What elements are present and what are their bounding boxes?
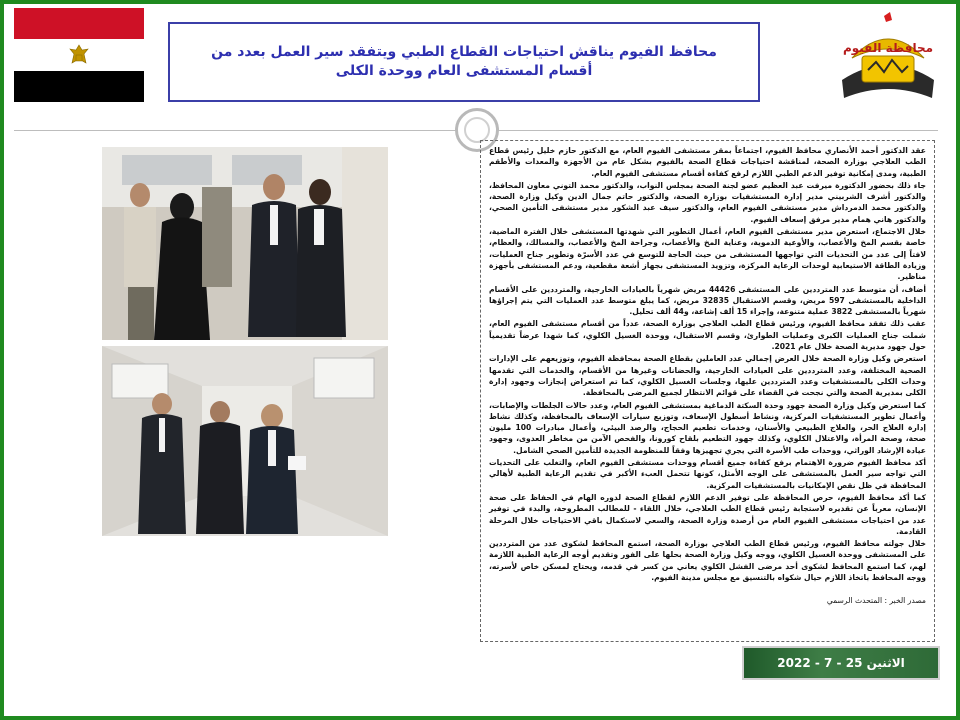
article-body <box>480 140 935 642</box>
article-paragraph: كما أكد محافظ الفيوم، حرص المحافظة على توفير الدعم اللازم لقطاع الصحة لدوره الهام في الحفاظ على صحة الإنسان، معرباً عن تقديره لاستجابة رئيس قطاع الطب العلاجي، خلال اللقاء - للمطالب المطروحة، والبدء في توفير عدد من احتياجات مستشفى الفيوم العام من أرصدة وزارة الصحة، والسعي لاستكمال باقي الاحتياجات خلال المرحلة القادمة. <box>489 492 926 536</box>
article-paragraph: استعرض وكيل وزارة الصحة خلال العرض إجمالي عدد العاملين بقطاع الصحة بمحافظة الفيوم، وتوزيعهم على الإدارات الصحية المختلفة، وعدد المترددين على العيادات الخارجية، والحضانات وغيرها من الأقسام، والخدمات التي تقدمها وحدات الكلى بالمستشفيات وعدد المترددين عليها، وجلسات الغسيل الكلوي، كما تم استعراض إنجازات وجهود إدارة الكلى بمديرية الصحة والتي نجحت في القضاء على قوائم الانتظار لجميع المرضى بالمحافظة. <box>489 354 926 398</box>
meeting-hallway-photo-2 <box>102 346 388 536</box>
divider-left <box>14 130 456 131</box>
egypt-flag <box>14 8 144 102</box>
meeting-hallway-photo-1 <box>102 147 388 340</box>
article-source: مصدر الخبر : المتحدث الرسمي <box>826 596 926 606</box>
svg-text:محافظة الفيوم: محافظة الفيوم <box>842 41 934 55</box>
article-paragraph: خلال جولته محافظ الفيوم، ورئيس قطاع الطب العلاجي بوزارة الصحة، استمع المحافظ لشكوى عدد من المترددين على المستشفى ووحدة الغسيل الكلوي، ووجه وكيل وزارة الصحة بحلها على الفور وتقديم أوجه الرعاية الطبية اللازمة لهم، كما استمع المحافظ لشكوى أحد مرضى الفشل الكلوي يعاني من كسر في قدمه، ويحتاج لمسكن خاص لأسرته، ووجه المحافظ باتخاذ اللازم حيال شكواه بالتنسيق مع مجلس مدينة الفيوم. <box>489 539 926 582</box>
article-paragraph: جاء ذلك بحضور الدكتورة ميرفت عبد العظيم عضو لجنة الصحة بمجلس النواب، والدكتور محمد التوني معاون المحافظ، والدكتور أشرف الشربيني مدير إدارة المستشفيات بوزارة الصحة، والدكتور حاتم جمال الدين وكيل وزارة الصحة، والدكتور محمد الدمرداش مدير مستشفى الفيوم العام، والدكتور سيف عبد الشكور مدير مستشفى التأمين الصحي، والدكتور هاني همام مدير مرفق إسعاف الفيوم. <box>489 180 926 224</box>
article-paragraph: خلال الاجتماع، استعرض مدير مستشفى الفيوم العام، أعمال التطوير التي شهدتها المستشفى خلال الفترة الماضية، خاصة بقسم المخ والأعصاب، والأوعية الدموية، وعناية المخ والأعصاب، وجراحة المخ والأعصاب، والمسالك، والعظام، لافتاً إلى عدد من التحديات التي تواجهها المستشفى من حيث الحاجة للتوسع في عدد الأسرّة وتطوير جناح العمليات، وزيادة الطاقة الاستيعابية لوحدات الرعاية المركزة، وتزويد المستشفى بجهاز أشعة مقطعية، ودعم المستشفى بأجهزة مناظير. <box>489 227 926 282</box>
article-paragraph: أكد محافظ الفيوم ضرورة الاهتمام برفع كفاءة جميع أقسام ووحدات مستشفى الفيوم العام، والتغلب على التحديات التي تواجه سير العمل بالمستشفى على الوجه الأمثل، كونها تتحمل العبء الأكبر في تقديم الرعاية الطبية لأهالي المحافظة في ظل نقص الإمكانيات بالمستشفيات المركزية. <box>489 458 926 490</box>
date-text: الاثنين 25 - 7 - 2022 <box>777 656 905 670</box>
eagle-icon <box>66 43 92 67</box>
governorate-logo <box>832 10 944 106</box>
article-paragraph: أضاف، أن متوسط عدد المترددين على المستشفى 44426 مريض شهرياً بالعيادات الخارجية، والمترددين على الأقسام الداخلية بالمستشفى 597 مريض، وقسم الاستقبال 32835 مريض، كما يبلغ متوسط عدد العمليات التي يتم إجراؤها شهرياً بالمستشفى 3822 عملية متنوعة، وإجراء 15 ألف إشاعة، و44 ألف تحليل. <box>489 284 926 317</box>
article-paragraph: عقد الدكتور أحمد الأنصاري محافظ الفيوم، اجتماعاً بمقر مستشفى الفيوم العام، مع الدكتور حازم خليل رئيس قطاع الطب العلاجي بوزارة الصحة، لمناقشة احتياجات قطاع الصحة بالفيوم بشكل عام من الأجهزة والمعدات والأطقم الطبية، ومدى إمكانية توفير الدعم الطبي اللازم لرفع كفاءة أقسام مستشفى الفيوم العام. <box>489 146 926 178</box>
headline: محافظ الفيوم يناقش احتياجات القطاع الطبي ويتفقد سير العمل بعدد من أقسام المستشفى العام ووحدة الكلى <box>211 44 717 79</box>
divider-right <box>498 130 938 131</box>
date-banner <box>742 646 940 680</box>
headline-box <box>168 22 760 102</box>
article-paragraph: كما استعرض وكيل وزارة الصحة جهود وحدة السكتة الدماغية بمستشفى الفيوم العام، وعدد حالات الجلطات والإصابات، وأعمال تطوير المستشفيات المركزية، ونشاط أسطول الإسعاف، وتوزيع سيارات الإسعاف بالمحافظة، وكذلك نشاط إدارة العلاج الحر، والعلاج الطبيعي والأسنان، وخدمات تطعيم الحجاج، والرصد البيئي، وأعمال مبادرات 100 مليون صحة، وصحة المرأة، والاعتلال الكلوي، وكذلك جهود التطعيم بلقاح كورونا، والفحص الآمن من مخاطر العدوى، وجهود عيادة الإرشاد الوراثي، ووحدات طب الأسرة التي يجري تجهيزها وفقاً للمنظومة الجديدة للتأمين الصحي الشامل. <box>489 400 926 455</box>
article-paragraph: عقب ذلك تفقد محافظ الفيوم، ورئيس قطاع الطب العلاجي بوزارة الصحة، عدداً من أقسام مستشفى الفيوم العام، شملت جناح العمليات الكبرى وعمليات الطوارئ، وقسم الاستقبال، ووحدة الغسيل الكلوي، كما شهدا عرضاً تقديمياً حول جهود مديرية الصحة خلال عام 2021. <box>489 319 926 352</box>
